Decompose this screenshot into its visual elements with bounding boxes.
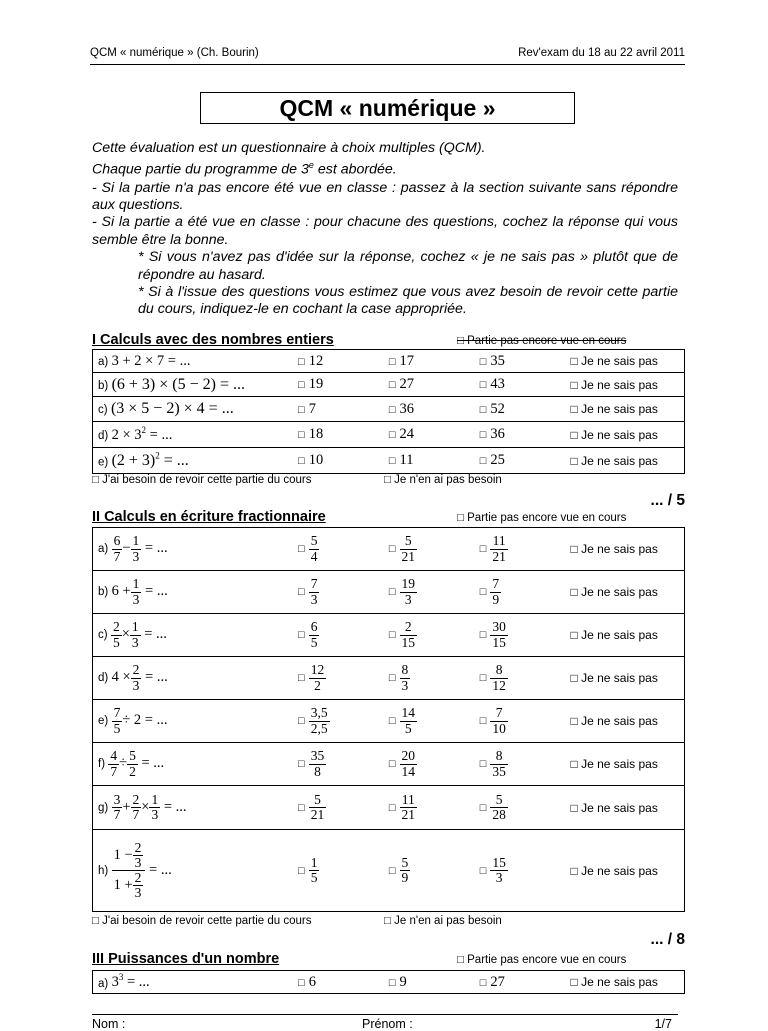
answer-option[interactable]: □ 9 <box>389 971 480 994</box>
answer-option[interactable]: □ $\frac{30}{15}$ <box>480 614 571 657</box>
dont-know-option[interactable]: □ Je ne sais pas <box>571 448 685 474</box>
dont-know-option[interactable]: □ Je ne sais pas <box>571 397 685 422</box>
intro-line: * Si à l'issue des questions vous estimez que vous avez besoin de revoir cette partie du cours, indiquez-le en cochant la case appropriée. <box>138 283 678 318</box>
intro-line: * Si vous n'avez pas d'idée sur la réponse, cochez « je ne sais pas » plutôt que de répondre au hasard. <box>138 249 678 283</box>
question-row: g) $\frac{3}{7}$ + $\frac{2}{7}$ × $\frac{1}{3}$ = ... □ $\frac{5}{21}$ □ $\frac{11}{21}$ □ $\frac{5}{28}$ □ Je ne sais pas <box>93 786 685 830</box>
answer-option[interactable]: □ $\frac{12}{2}$ <box>298 657 389 700</box>
question-table <box>92 527 685 912</box>
answer-option[interactable]: □ $\frac{1}{5}$ <box>298 830 389 912</box>
answer-option[interactable]: □ $\frac{7}{9}$ <box>480 571 571 614</box>
intro-text <box>92 140 678 319</box>
dont-know-option[interactable]: □ Je ne sais pas <box>571 743 685 786</box>
question-row: b) (6 + 3) × (5 − 2) = ... □ 19 □ 27 □ 43 □ Je ne sais pas <box>93 373 685 397</box>
answer-option[interactable]: □ $\frac{7}{3}$ <box>298 571 389 614</box>
answer-option[interactable]: □ 27 <box>480 971 571 994</box>
answer-option[interactable]: □ 52 <box>480 397 571 422</box>
answer-option[interactable]: □ 7 <box>298 397 389 422</box>
question-row: a) $\frac{6}{7}$ − $\frac{1}{3}$ = ... □ $\frac{5}{4}$ □ $\frac{5}{21}$ □ $\frac{11}{21}$ □ Je ne sais pas <box>93 528 685 571</box>
page-footer <box>92 1014 678 1031</box>
section-title: II Calculs en écriture fractionnaire <box>92 509 326 525</box>
page-title: QCM « numérique » <box>200 92 575 124</box>
answer-option[interactable]: □ 36 <box>480 422 571 448</box>
answer-option[interactable]: □ $\frac{5}{21}$ <box>298 786 389 830</box>
answer-option[interactable]: □ 27 <box>389 373 480 397</box>
dont-know-option[interactable]: □ Je ne sais pas <box>571 786 685 830</box>
answer-option[interactable]: □ 10 <box>298 448 389 474</box>
need-review-checkbox[interactable]: □ J'ai besoin de revoir cette partie du cours <box>92 915 312 927</box>
dont-know-option[interactable]: □ Je ne sais pas <box>571 373 685 397</box>
section-title: I Calculs avec des nombres entiers <box>92 332 334 348</box>
dont-know-option[interactable]: □ Je ne sais pas <box>571 614 685 657</box>
not-seen-checkbox[interactable]: □ Partie pas encore vue en cours <box>457 335 627 347</box>
question-row: d) 4 × $\frac{2}{3}$ = ... □ $\frac{12}{2}$ □ $\frac{8}{3}$ □ $\frac{8}{12}$ □ Je ne sais pas <box>93 657 685 700</box>
answer-option[interactable]: □ 36 <box>389 397 480 422</box>
intro-line: - Si la partie a été vue en classe : pour chacune des questions, cochez la réponse qui vous semble être la bonne. <box>92 214 678 248</box>
answer-option[interactable]: □ $\frac{20}{14}$ <box>389 743 480 786</box>
answer-option[interactable]: □ 18 <box>298 422 389 448</box>
answer-option[interactable]: □ $\frac{8}{3}$ <box>389 657 480 700</box>
intro-line: Cette évaluation est un questionnaire à choix multiples (QCM). <box>92 140 486 156</box>
question-row: a) $3^3$ = ... □ 6 □ 9 □ 27 □ Je ne sais pas <box>93 971 685 994</box>
answer-option[interactable]: □ 43 <box>480 373 571 397</box>
question-row: f) $\frac{4}{7}$ ÷ $\frac{5}{2}$ = ... □ $\frac{35}{8}$ □ $\frac{20}{14}$ □ $\frac{8}{35}$ □ Je ne sais pas <box>93 743 685 786</box>
dont-know-option[interactable]: □ Je ne sais pas <box>571 528 685 571</box>
answer-option[interactable]: □ $\frac{11}{21}$ <box>480 528 571 571</box>
answer-option[interactable]: □ $\frac{5}{28}$ <box>480 786 571 830</box>
answer-option[interactable]: □ $\frac{5}{9}$ <box>389 830 480 912</box>
answer-option[interactable]: □ $\frac{2}{15}$ <box>389 614 480 657</box>
answer-option[interactable]: □ 35 <box>480 350 571 373</box>
question-row: a) 3 + 2 × 7 = ... □ 12 □ 17 □ 35 □ Je ne sais pas <box>93 350 685 373</box>
header-left: QCM « numérique » (Ch. Bourin) <box>90 47 259 59</box>
answer-option[interactable]: □ $\frac{5}{4}$ <box>298 528 389 571</box>
answer-option[interactable]: □ 24 <box>389 422 480 448</box>
question-row: d) $2 \times 3^2$ = ... □ 18 □ 24 □ 36 □ Je ne sais pas <box>93 422 685 448</box>
page-header <box>90 44 685 65</box>
dont-know-option[interactable]: □ Je ne sais pas <box>571 971 685 994</box>
answer-option[interactable]: □ 11 <box>389 448 480 474</box>
answer-option[interactable]: □ $\frac{19}{3}$ <box>389 571 480 614</box>
firstname-field: Prénom : <box>362 1017 413 1031</box>
answer-option[interactable]: □ 17 <box>389 350 480 373</box>
dont-know-option[interactable]: □ Je ne sais pas <box>571 571 685 614</box>
answer-option[interactable]: □ $\frac{5}{21}$ <box>389 528 480 571</box>
header-right: Rev'exam du 18 au 22 avril 2011 <box>518 47 685 59</box>
dont-know-option[interactable]: □ Je ne sais pas <box>571 422 685 448</box>
no-need-checkbox[interactable]: □ Je n'en ai pas besoin <box>384 915 502 927</box>
question-row: c) $\frac{2}{5}$ × $\frac{1}{3}$ = ... □ $\frac{6}{5}$ □ $\frac{2}{15}$ □ $\frac{30}{15}$ □ Je ne sais pas <box>93 614 685 657</box>
section-title: III Puissances d'un nombre <box>92 951 280 967</box>
answer-option[interactable]: □ $\frac{11}{21}$ <box>389 786 480 830</box>
question-table <box>92 349 685 474</box>
not-seen-checkbox[interactable]: □ Partie pas encore vue en cours <box>457 954 627 966</box>
need-review-checkbox[interactable]: □ J'ai besoin de revoir cette partie du cours <box>92 474 312 486</box>
question-row: e) $(2 + 3)^2$ = ... □ 10 □ 11 □ 25 □ Je ne sais pas <box>93 448 685 474</box>
question-table <box>92 970 685 994</box>
answer-option[interactable]: □ $\frac{14}{5}$ <box>389 700 480 743</box>
name-field: Nom : <box>92 1017 126 1031</box>
answer-option[interactable]: □ $\frac{8}{35}$ <box>480 743 571 786</box>
answer-option[interactable]: □ $\frac{3,5}{2,5}$ <box>298 700 389 743</box>
answer-option[interactable]: □ $\frac{7}{10}$ <box>480 700 571 743</box>
intro-line: - Si la partie n'a pas encore été vue en classe : passez à la section suivante sans répondre aux questions. <box>92 179 678 213</box>
question-row: h) 1 − $\frac{2}{3}$ 1 + $\frac{2}{3}$ = ... □ $\frac{1}{5}$ □ $\frac{5}{9}$ □ $\frac{15}{3}$ □ Je ne sais pas <box>93 830 685 912</box>
dont-know-option[interactable]: □ Je ne sais pas <box>571 657 685 700</box>
page-number: 1/7 <box>654 1017 672 1031</box>
answer-option[interactable]: □ 12 <box>298 350 389 373</box>
score-section-1: ... / 5 <box>650 492 685 509</box>
answer-option[interactable]: □ 6 <box>298 971 389 994</box>
answer-option[interactable]: □ 25 <box>480 448 571 474</box>
answer-option[interactable]: □ $\frac{35}{8}$ <box>298 743 389 786</box>
not-seen-checkbox[interactable]: □ Partie pas encore vue en cours <box>457 512 627 524</box>
question-row: e) $\frac{7}{5}$ ÷ 2 = ... □ $\frac{3,5}{2,5}$ □ $\frac{14}{5}$ □ $\frac{7}{10}$ □ Je ne sais pas <box>93 700 685 743</box>
dont-know-option[interactable]: □ Je ne sais pas <box>571 700 685 743</box>
answer-option[interactable]: □ $\frac{8}{12}$ <box>480 657 571 700</box>
answer-option[interactable]: □ $\frac{6}{5}$ <box>298 614 389 657</box>
intro-line: Chaque partie du programme de 3e est abordée. <box>92 160 397 179</box>
dont-know-option[interactable]: □ Je ne sais pas <box>571 350 685 373</box>
dont-know-option[interactable]: □ Je ne sais pas <box>571 830 685 912</box>
no-need-checkbox[interactable]: □ Je n'en ai pas besoin <box>384 474 502 486</box>
answer-option[interactable]: □ $\frac{15}{3}$ <box>480 830 571 912</box>
question-row: b) 6 + $\frac{1}{3}$ = ... □ $\frac{7}{3}$ □ $\frac{19}{3}$ □ $\frac{7}{9}$ □ Je ne sais pas <box>93 571 685 614</box>
question-row: c) (3 × 5 − 2) × 4 = ... □ 7 □ 36 □ 52 □ Je ne sais pas <box>93 397 685 422</box>
answer-option[interactable]: □ 19 <box>298 373 389 397</box>
score-section-2: ... / 8 <box>650 931 685 948</box>
